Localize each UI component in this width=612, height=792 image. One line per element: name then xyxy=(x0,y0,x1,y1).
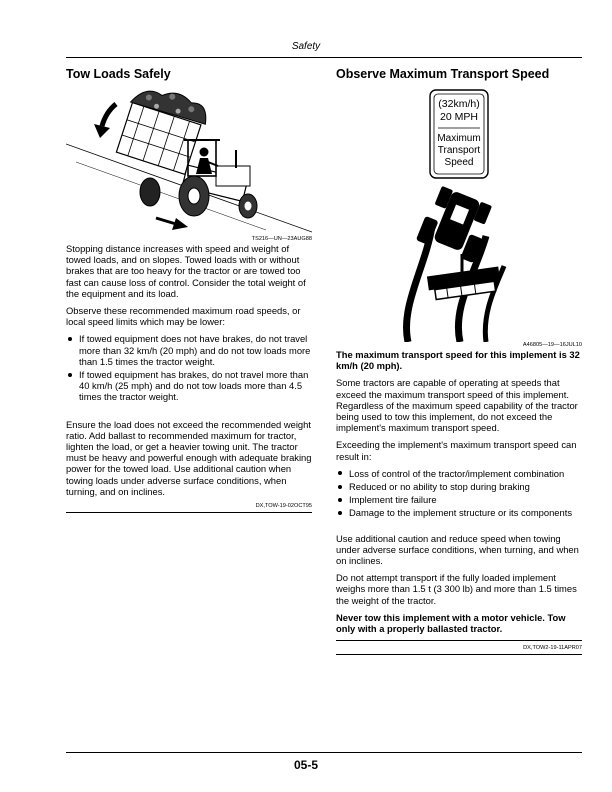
right-figure-caption: A46805—19—16JUL10 xyxy=(522,342,582,348)
right-section-title: Observe Maximum Transport Speed xyxy=(336,67,550,81)
list-item: If towed equipment does not have brakes, do not travel more than 32 km/h (20 mph) and do not tow loads more than 1.5 times the tractor weight. xyxy=(66,333,312,367)
list-item: Damage to the implement structure or its components xyxy=(336,507,582,518)
right-reference-rule xyxy=(336,654,582,655)
right-reference-code: DX,TOW2-19-11APR07 xyxy=(523,645,582,652)
right-closing-warning: Never tow this implement with a motor vehicle. Tow only with a properly ballasted tractor. xyxy=(336,611,566,635)
footer-rule xyxy=(66,752,582,753)
bullet-dot-icon xyxy=(68,373,72,377)
sign-label-maximum: Maximum xyxy=(437,133,481,144)
right-paragraph: Some tractors are capable of operating at speeds that exceed the maximum transport speed of this implement. Regardless of the maximum speed capability of the tractor being used to tow this implement, do not exceed the implement's maximum transport speed. xyxy=(336,377,578,434)
right-paragraph: Exceeding the implement's maximum transport speed can result in: xyxy=(336,439,577,462)
left-reference-rule xyxy=(66,512,312,513)
right-lead-statement: The maximum transport speed for this implement is 32 km/h (20 mph). xyxy=(336,349,580,372)
page-header-section: Safety xyxy=(291,41,321,52)
list-item: Reduced or no ability to stop during braking xyxy=(336,481,582,492)
list-item: Loss of control of the tractor/implement combination xyxy=(336,468,582,479)
transport-speed-illustration xyxy=(336,86,582,342)
tractor-towing-wagon-illustration xyxy=(66,84,312,236)
left-column xyxy=(66,66,312,513)
sign-label-transport: Transport xyxy=(437,145,481,156)
sign-label-speed: Speed xyxy=(444,157,474,168)
left-reference-code: DX,TOW-19-02OCT95 xyxy=(255,503,312,510)
left-paragraph: Ensure the load does not exceed the recommended weight ratio. Add ballast to recommended maximum for tractor, lighten the load, or get a heavier towing unit. The tractor must be heavy and powerful enough with adequate braking power for the towed load. Use additional caution when towing loads under adverse surface conditions, when turning, and on inclines. xyxy=(66,418,312,497)
speed-sign-and-tractor-illustration xyxy=(336,86,582,342)
left-paragraph: Observe these recommended maximum road speeds, or local speed limits which may be lower: xyxy=(66,305,301,328)
sign-speed-mph: 20 MPH xyxy=(440,111,478,123)
left-figure-caption: TS216—UN—23AUG88 xyxy=(251,236,312,242)
bullet-dot-icon xyxy=(68,337,72,341)
list-item: If towed equipment has brakes, do not travel more than 40 km/h (25 mph) and do not tow loads more than 4.5 times the tractor weight. xyxy=(66,369,312,403)
right-column xyxy=(336,66,582,655)
right-bullet-list xyxy=(336,468,582,519)
bullet-dot-icon xyxy=(338,498,342,502)
right-paragraph: Do not attempt transport if the fully loaded implement weighs more than 1.5 t (3 300 lb) and more than 1.5 times the weight of the tractor. xyxy=(336,572,577,606)
bullet-dot-icon xyxy=(338,471,342,475)
right-reference-rule-top xyxy=(336,640,582,641)
right-paragraph: Use additional caution and reduce speed when towing under adverse surface conditions, when turning, and when on inclines. xyxy=(336,532,579,567)
page-number: 05-5 xyxy=(293,758,319,772)
sign-speed-kmh: (32km/h) xyxy=(438,98,480,110)
tow-loads-illustration xyxy=(66,84,312,236)
left-paragraph: Stopping distance increases with speed and weight of towed loads, and on slopes. Towed loads with or without brakes that are too heavy for the tractor or are towed too fast can cause loss of control. Consider the total weight of the equipment and its load. xyxy=(66,243,306,299)
bullet-dot-icon xyxy=(338,485,342,489)
left-section-title: Tow Loads Safely xyxy=(66,67,171,81)
bullet-dot-icon xyxy=(338,511,342,515)
left-bullet-list xyxy=(66,333,312,402)
header-rule xyxy=(66,57,582,58)
list-item: Implement tire failure xyxy=(336,494,582,505)
